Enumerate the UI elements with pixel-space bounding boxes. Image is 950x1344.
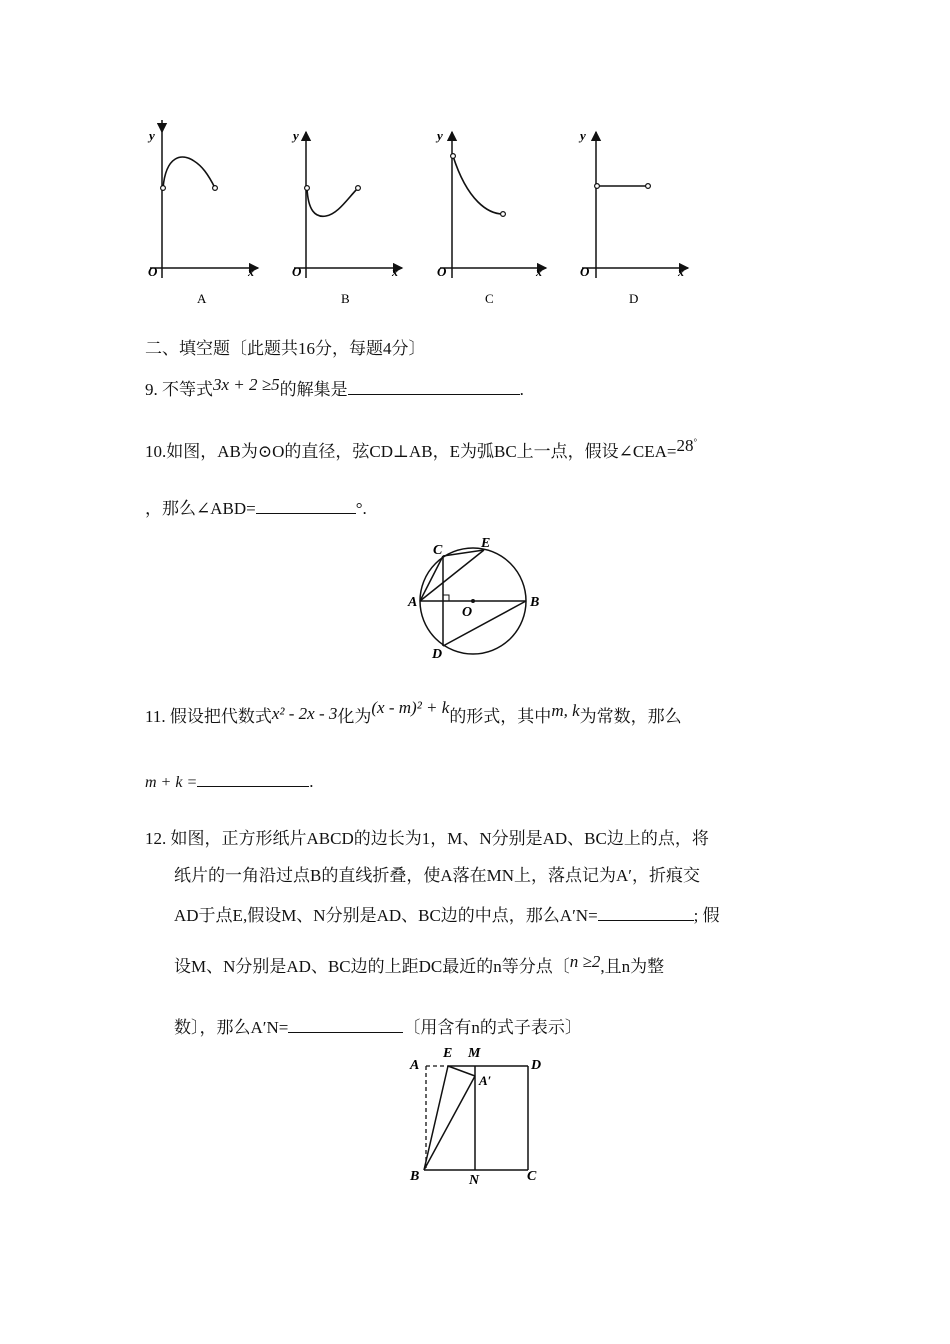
q12-answer-blank-2[interactable] <box>288 1016 403 1033</box>
graph-c <box>435 128 546 306</box>
square-label-a: A <box>410 1058 420 1073</box>
q12-line3-suffix: ; 假 <box>693 906 720 925</box>
q11-tail: 为常数，那么 <box>579 707 682 726</box>
q11-vars: m, k <box>551 701 580 720</box>
circle-label-o: O <box>462 605 473 620</box>
q10-line2-prefix: ，那么∠ABD= <box>145 499 256 518</box>
circle-label-b: B <box>530 595 540 610</box>
graph-d-caption: D <box>629 291 639 306</box>
circle-label-a: A <box>408 595 418 610</box>
square-label-m: M <box>468 1046 481 1061</box>
square-label-n: N <box>469 1173 480 1188</box>
q12-answer-blank-1[interactable] <box>598 904 694 921</box>
circle-label-e: E <box>481 536 491 551</box>
graph-a-x-label: x <box>248 265 254 279</box>
question-12-line1: 12. 如图，正方形纸片ABCD的边长为1，M、N分别是AD、BC边上的点，将 <box>145 829 709 848</box>
square-label-b: B <box>410 1169 420 1184</box>
q12-line3-prefix: AD于点E,假设M、N分别是AD、BC边的中点，那么A′N= <box>174 906 598 925</box>
square-figure <box>400 1044 560 1190</box>
q9-end: . <box>519 380 524 399</box>
graph-a-caption: A <box>197 291 207 306</box>
question-11-line1 <box>145 698 682 727</box>
question-12-line4 <box>174 952 665 977</box>
q10-answer-blank[interactable] <box>256 497 356 514</box>
graph-d-origin: O <box>580 264 590 279</box>
graph-a-origin: O <box>148 264 158 279</box>
q11-answer-blank[interactable] <box>197 770 309 787</box>
q10-line2-suffix: °. <box>355 499 367 518</box>
q9-expression: 3x + 2 ≥5 <box>213 375 280 394</box>
q11-expression-2: (x - m)² + k <box>371 698 450 717</box>
graph-b <box>291 128 402 306</box>
section-heading: 二、填空题〔此题共16分，每题4分〕 <box>145 339 426 358</box>
question-12-line5 <box>174 1016 582 1038</box>
graph-c-y-label: y <box>437 128 443 143</box>
q9-suffix: 的解集是 <box>279 380 348 399</box>
graph-b-y-label: y <box>293 128 299 143</box>
question-10-line1: 10.如图，AB为⊙O的直径，弦CD⊥AB，E为弧BC上一点，假设∠CEA=28° <box>145 436 698 461</box>
graph-a <box>147 120 258 306</box>
square-label-e: E <box>443 1046 453 1061</box>
q10-text: 10.如图，AB为⊙O的直径，弦CD⊥AB，E为弧BC上一点，假设∠CEA= <box>145 442 677 461</box>
q11-expression-1: x² - 2x - 3 <box>271 704 338 723</box>
q9-prefix: 9. 不等式 <box>145 380 213 399</box>
q12-line4-suffix: ,且n为整 <box>600 957 665 976</box>
square-label-d: D <box>531 1058 542 1073</box>
graph-a-y-label: y <box>149 128 155 143</box>
q10-angle-value: 28 <box>676 436 694 455</box>
q12-line5-suffix: 〔用含有n的式子表示〕 <box>403 1018 582 1037</box>
q12-line4-expression: n ≥2 <box>569 952 601 971</box>
graph-c-x-label: x <box>536 265 542 279</box>
option-graphs <box>130 120 710 320</box>
circle-label-d: D <box>432 647 443 662</box>
question-10-line2 <box>145 497 367 519</box>
q11-expression-3: m + k = <box>145 774 198 791</box>
q11-after: 的形式，其中 <box>449 707 552 726</box>
question-12-line3 <box>174 904 720 926</box>
circle-figure <box>400 532 560 662</box>
graph-b-origin: O <box>292 264 302 279</box>
question-11-line2 <box>145 770 314 793</box>
q12-line4-prefix: 设M、N分别是AD、BC边的上距DC最近的n等分点〔 <box>174 957 570 976</box>
q12-line5-prefix: 数〕，那么A′N= <box>174 1018 289 1037</box>
graph-b-x-label: x <box>392 265 398 279</box>
q11-prefix: 11. 假设把代数式 <box>145 707 272 726</box>
question-12-line2: 纸片的一角沿过点B的直线折叠，使A落在MN上，落点记为A′，折痕交 <box>174 866 701 885</box>
q11-mid: 化为 <box>337 707 372 726</box>
graph-d <box>578 128 688 306</box>
circle-label-c: C <box>433 543 443 558</box>
graph-c-origin: O <box>437 264 447 279</box>
graph-b-caption: B <box>341 291 350 306</box>
square-label-a-prime: A′ <box>479 1073 492 1088</box>
q9-answer-blank[interactable] <box>348 378 520 395</box>
graph-d-x-label: x <box>678 265 684 279</box>
graph-d-y-label: y <box>580 128 586 143</box>
q11-end: . <box>309 772 314 791</box>
question-9 <box>145 375 524 400</box>
square-label-c: C <box>527 1169 537 1184</box>
graph-c-caption: C <box>485 291 494 306</box>
